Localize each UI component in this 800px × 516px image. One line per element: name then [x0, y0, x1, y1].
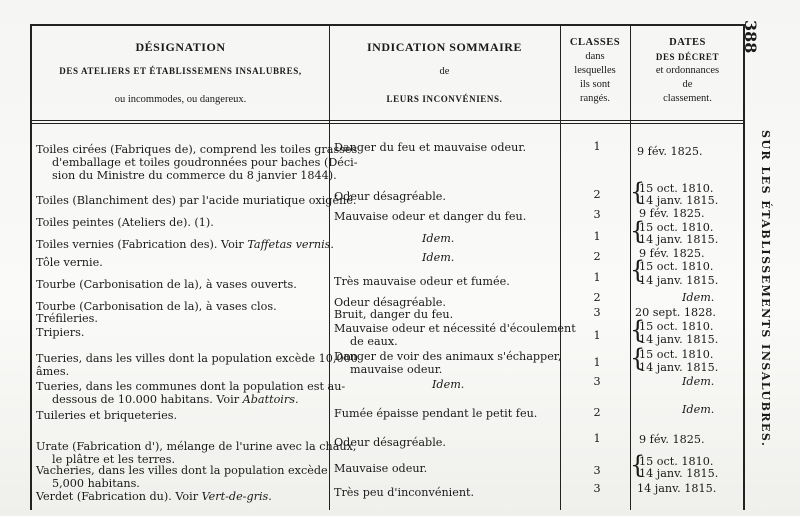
entry-class: 2 — [593, 406, 601, 419]
entry-class: 3 — [593, 464, 601, 477]
entry-inconvenience: Danger de voir des animaux s'échapper, — [334, 350, 562, 363]
running-title: SUR LES ÉTABLISSEMENTS INSALUBRES. — [759, 130, 772, 448]
entry-designation: Toiles (Blanchiment des) par l'acide muriatique oxigéné. — [36, 194, 357, 207]
entry-designation: Tueries, dans les communes dont la population est au- — [36, 380, 346, 393]
entry-class: 1 — [593, 140, 601, 153]
entry-class: 1 — [593, 356, 601, 369]
entry-designation: Tuileries et briqueteries. — [36, 409, 177, 422]
cross-reference[interactable]: Taffetas vernis. — [247, 238, 334, 251]
entry-date: 9 fév. 1825. — [639, 433, 705, 446]
col1-title: DÉSIGNATION — [135, 40, 226, 54]
header-rule — [32, 120, 743, 121]
col2-subtitle: LEURS INCONVÉNIENS. — [386, 94, 503, 104]
col3-header-line: lesquelles — [574, 65, 616, 76]
entry-designation: Toiles peintes (Ateliers de). (1). — [36, 216, 214, 229]
cross-reference[interactable]: Abattoirs. — [242, 393, 299, 406]
entry-designation: le plâtre et les terres. — [52, 453, 176, 466]
entry-date: 14 janv. 1815. — [639, 467, 719, 480]
entry-date: 14 janv. 1815. — [639, 194, 719, 207]
brace-symbol: { — [630, 344, 646, 372]
entry-inconvenience: de eaux. — [350, 335, 398, 348]
entry-inconvenience: Idem. — [432, 378, 465, 391]
col4-header-line: et ordonnances — [655, 65, 720, 76]
entry-inconvenience: Odeur désagréable. — [334, 296, 446, 309]
entry-inconvenience: Fumée épaisse pendant le petit feu. — [334, 407, 538, 420]
entry-date: 9 fév. 1825. — [639, 247, 705, 260]
col2-title: INDICATION SOMMAIRE — [367, 40, 522, 54]
entry-inconvenience: Mauvaise odeur et nécessité d'écoulement — [334, 322, 576, 335]
entry-inconvenience: Idem. — [422, 232, 455, 245]
col3-header-line: CLASSES — [569, 37, 621, 48]
entry-inconvenience: Très peu d'inconvénient. — [334, 486, 475, 499]
col4-header-line: DATES — [669, 37, 706, 48]
entry-date: 14 janv. 1815. — [639, 361, 719, 374]
entry-date: 15 oct. 1810. — [639, 221, 714, 234]
entry-date: 15 oct. 1810. — [639, 320, 714, 333]
entry-class: 3 — [593, 306, 601, 319]
entry-class: 3 — [593, 208, 601, 221]
entry-date: 14 janv. 1815. — [639, 274, 719, 287]
entry-class: 1 — [593, 230, 601, 243]
brace-symbol: { — [630, 256, 646, 284]
cross-reference[interactable]: Vert-de-gris. — [201, 490, 272, 503]
entry-date: Idem. — [682, 291, 715, 304]
entry-date: 15 oct. 1810. — [639, 182, 714, 195]
entry-class: 3 — [593, 482, 601, 495]
entry-date: 9 fév. 1825. — [637, 145, 703, 158]
entry-class: 1 — [593, 329, 601, 342]
entry-designation: âmes. — [36, 365, 70, 378]
entry-inconvenience: mauvaise odeur. — [350, 363, 443, 376]
entry-inconvenience: Bruit, danger du feu. — [334, 308, 454, 321]
entry-inconvenience: Mauvaise odeur et danger du feu. — [334, 210, 527, 223]
entry-designation: Tôle vernie. — [36, 256, 103, 269]
entry-designation: Toiles cirées (Fabriques de), comprend les toiles grasses — [36, 143, 358, 156]
entry-designation-text: Verdet (Fabrication du). Voir — [36, 490, 199, 503]
col1-subtitle-2: ou incommodes, ou dangereux. — [114, 94, 247, 105]
entry-designation-text: dessous de 10.000 habitans. Voir — [52, 393, 240, 406]
entry-designation-text: Toiles vernies (Fabrication des). Voir — [36, 238, 244, 251]
entry-inconvenience: Odeur désagréable. — [334, 436, 446, 449]
brace-symbol: { — [630, 451, 646, 479]
col3-header-line: rangés. — [579, 93, 611, 104]
entry-date: 15 oct. 1810. — [639, 260, 714, 273]
entry-designation: Tourbe (Carbonisation de la), à vases clos. — [36, 300, 277, 313]
entry-class: 2 — [593, 250, 601, 263]
col3-header-line: dans — [585, 51, 605, 62]
entry-inconvenience: Idem. — [422, 251, 455, 264]
col1-subtitle: DES ATELIERS ET ÉTABLISSEMENS INSALUBRES, — [59, 66, 302, 76]
entry-designation: Vacheries, dans les villes dont la population excède — [36, 464, 328, 477]
entry-date: 14 janv. 1815. — [637, 482, 717, 495]
entry-designation: 5,000 habitans. — [52, 477, 140, 490]
entry-designation — [36, 238, 334, 251]
entry-inconvenience: Odeur désagréable. — [334, 190, 446, 203]
col3-header — [560, 36, 630, 106]
entry-designation: Tripiers. — [36, 326, 85, 339]
entry-designation: Urate (Fabrication d'), mélange de l'urine avec la chaux, — [36, 440, 357, 453]
entry-date: 14 janv. 1815. — [639, 333, 719, 346]
brace-symbol: { — [630, 217, 646, 245]
entry-class: 1 — [593, 432, 601, 445]
col3-header-line: ils sont — [579, 79, 611, 90]
entry-date: 15 oct. 1810. — [639, 455, 714, 468]
entry-date: 20 sept. 1828. — [635, 306, 716, 319]
page-number: 388 — [741, 20, 760, 54]
brace-symbol: { — [630, 316, 646, 344]
entry-inconvenience: Très mauvaise odeur et fumée. — [334, 275, 510, 288]
entry-date: Idem. — [682, 403, 715, 416]
entry-designation — [52, 393, 299, 406]
header-rule — [32, 123, 743, 124]
col4-header — [630, 36, 745, 106]
entry-designation — [36, 490, 272, 503]
entry-class: 2 — [593, 291, 601, 304]
entry-inconvenience: Mauvaise odeur. — [334, 462, 428, 475]
entry-designation: d'emballage et toiles goudronnées pour baches (Déci- — [52, 156, 358, 169]
entry-designation: Tourbe (Carbonisation de la), à vases ouverts. — [36, 278, 297, 291]
entry-designation: Tueries, dans les villes dont la population excède 10,000 — [36, 352, 358, 365]
entry-class: 2 — [593, 188, 601, 201]
entry-date: 14 janv. 1815. — [639, 233, 719, 246]
col4-header-line: DES DÉCRET — [655, 52, 720, 62]
brace-symbol: { — [630, 178, 646, 206]
col4-header-line: classement. — [663, 93, 712, 104]
entry-class: 3 — [593, 375, 601, 388]
entry-date: 15 oct. 1810. — [639, 348, 714, 361]
entry-designation: Tréfileries. — [36, 312, 98, 325]
entry-class: 1 — [593, 271, 601, 284]
col4-header-line: de — [682, 79, 693, 90]
entry-inconvenience: Danger du feu et mauvaise odeur. — [334, 141, 527, 154]
entry-date: 9 fév. 1825. — [639, 207, 705, 220]
entry-designation: sion du Ministre du commerce du 8 janvier 1844). — [52, 169, 337, 182]
entry-date: Idem. — [682, 375, 715, 388]
classification-table — [30, 24, 745, 510]
col2-de: de — [439, 66, 450, 77]
